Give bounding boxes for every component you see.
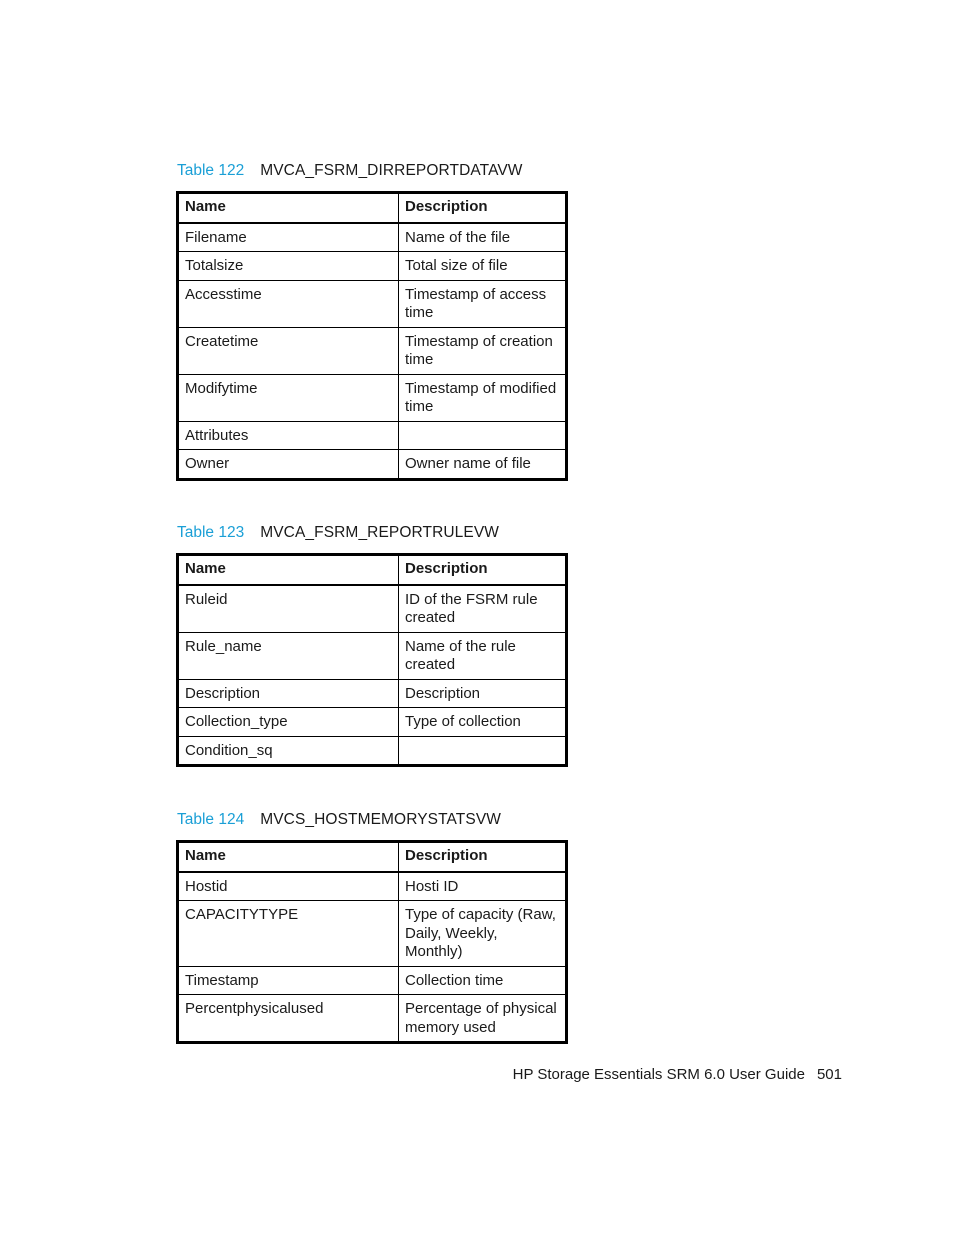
- name-cell: Filename: [178, 223, 399, 252]
- description-cell: Collection time: [399, 966, 567, 995]
- table-name: MVCA_FSRM_DIRREPORTDATAVW: [260, 162, 523, 179]
- table-row: [178, 374, 567, 421]
- column-header: Name: [178, 193, 399, 223]
- name-cell: Description: [178, 679, 399, 708]
- table-header-row: [178, 193, 567, 223]
- description-cell: Timestamp of creation time: [399, 327, 567, 374]
- name-cell: Condition_sq: [178, 736, 399, 766]
- table-number: Table 122: [177, 162, 245, 179]
- table-caption: [177, 524, 499, 542]
- table-header-row: [178, 842, 567, 872]
- name-cell: Createtime: [178, 327, 399, 374]
- name-cell: Owner: [178, 450, 399, 480]
- table-row: [178, 252, 567, 281]
- column-header: Description: [399, 555, 567, 585]
- table-row: [178, 450, 567, 480]
- description-cell: Description: [399, 679, 567, 708]
- table-name: MVCA_FSRM_REPORTRULEVW: [260, 524, 499, 541]
- description-cell: Name of the rule created: [399, 632, 567, 679]
- table-row: [178, 995, 567, 1043]
- table-number: Table 124: [177, 811, 245, 828]
- description-cell: Total size of file: [399, 252, 567, 281]
- column-header: Name: [178, 555, 399, 585]
- description-cell: Timestamp of access time: [399, 280, 567, 327]
- description-cell: ID of the FSRM rule created: [399, 585, 567, 633]
- name-cell: Ruleid: [178, 585, 399, 633]
- table-row: [178, 736, 567, 766]
- name-cell: Accesstime: [178, 280, 399, 327]
- name-cell: Rule_name: [178, 632, 399, 679]
- data-table: [176, 191, 568, 481]
- footer-title: HP Storage Essentials SRM 6.0 User Guide: [512, 1066, 805, 1083]
- name-cell: CAPACITYTYPE: [178, 901, 399, 967]
- column-header: Name: [178, 842, 399, 872]
- table-row: [178, 223, 567, 252]
- table-caption: [177, 811, 501, 829]
- column-header: Description: [399, 842, 567, 872]
- description-cell: Hosti ID: [399, 872, 567, 901]
- table-row: [178, 679, 567, 708]
- name-cell: Attributes: [178, 421, 399, 450]
- name-cell: Modifytime: [178, 374, 399, 421]
- description-cell: Percentage of physical memory used: [399, 995, 567, 1043]
- table-row: [178, 421, 567, 450]
- column-header: Description: [399, 193, 567, 223]
- description-cell: Name of the file: [399, 223, 567, 252]
- table-row: [178, 327, 567, 374]
- table-row: [178, 872, 567, 901]
- table-caption: [177, 162, 523, 180]
- data-table: [176, 840, 568, 1044]
- table-name: MVCS_HOSTMEMORYSTATSVW: [260, 811, 501, 828]
- name-cell: Totalsize: [178, 252, 399, 281]
- name-cell: Percentphysicalused: [178, 995, 399, 1043]
- description-cell: Timestamp of modified time: [399, 374, 567, 421]
- table-header-row: [178, 555, 567, 585]
- table-row: [178, 708, 567, 737]
- table-row: [178, 966, 567, 995]
- table-number: Table 123: [177, 524, 245, 541]
- name-cell: Collection_type: [178, 708, 399, 737]
- name-cell: Timestamp: [178, 966, 399, 995]
- page-number: 501: [816, 1066, 842, 1083]
- description-cell: [399, 421, 567, 450]
- name-cell: Hostid: [178, 872, 399, 901]
- data-table: [176, 553, 568, 767]
- table-row: [178, 280, 567, 327]
- table-row: [178, 632, 567, 679]
- table-row: [178, 901, 567, 967]
- description-cell: Type of capacity (Raw, Daily, Weekly, Monthly): [399, 901, 567, 967]
- description-cell: [399, 736, 567, 766]
- table-row: [178, 585, 567, 633]
- page-footer: [513, 1066, 842, 1083]
- description-cell: Type of collection: [399, 708, 567, 737]
- description-cell: Owner name of file: [399, 450, 567, 480]
